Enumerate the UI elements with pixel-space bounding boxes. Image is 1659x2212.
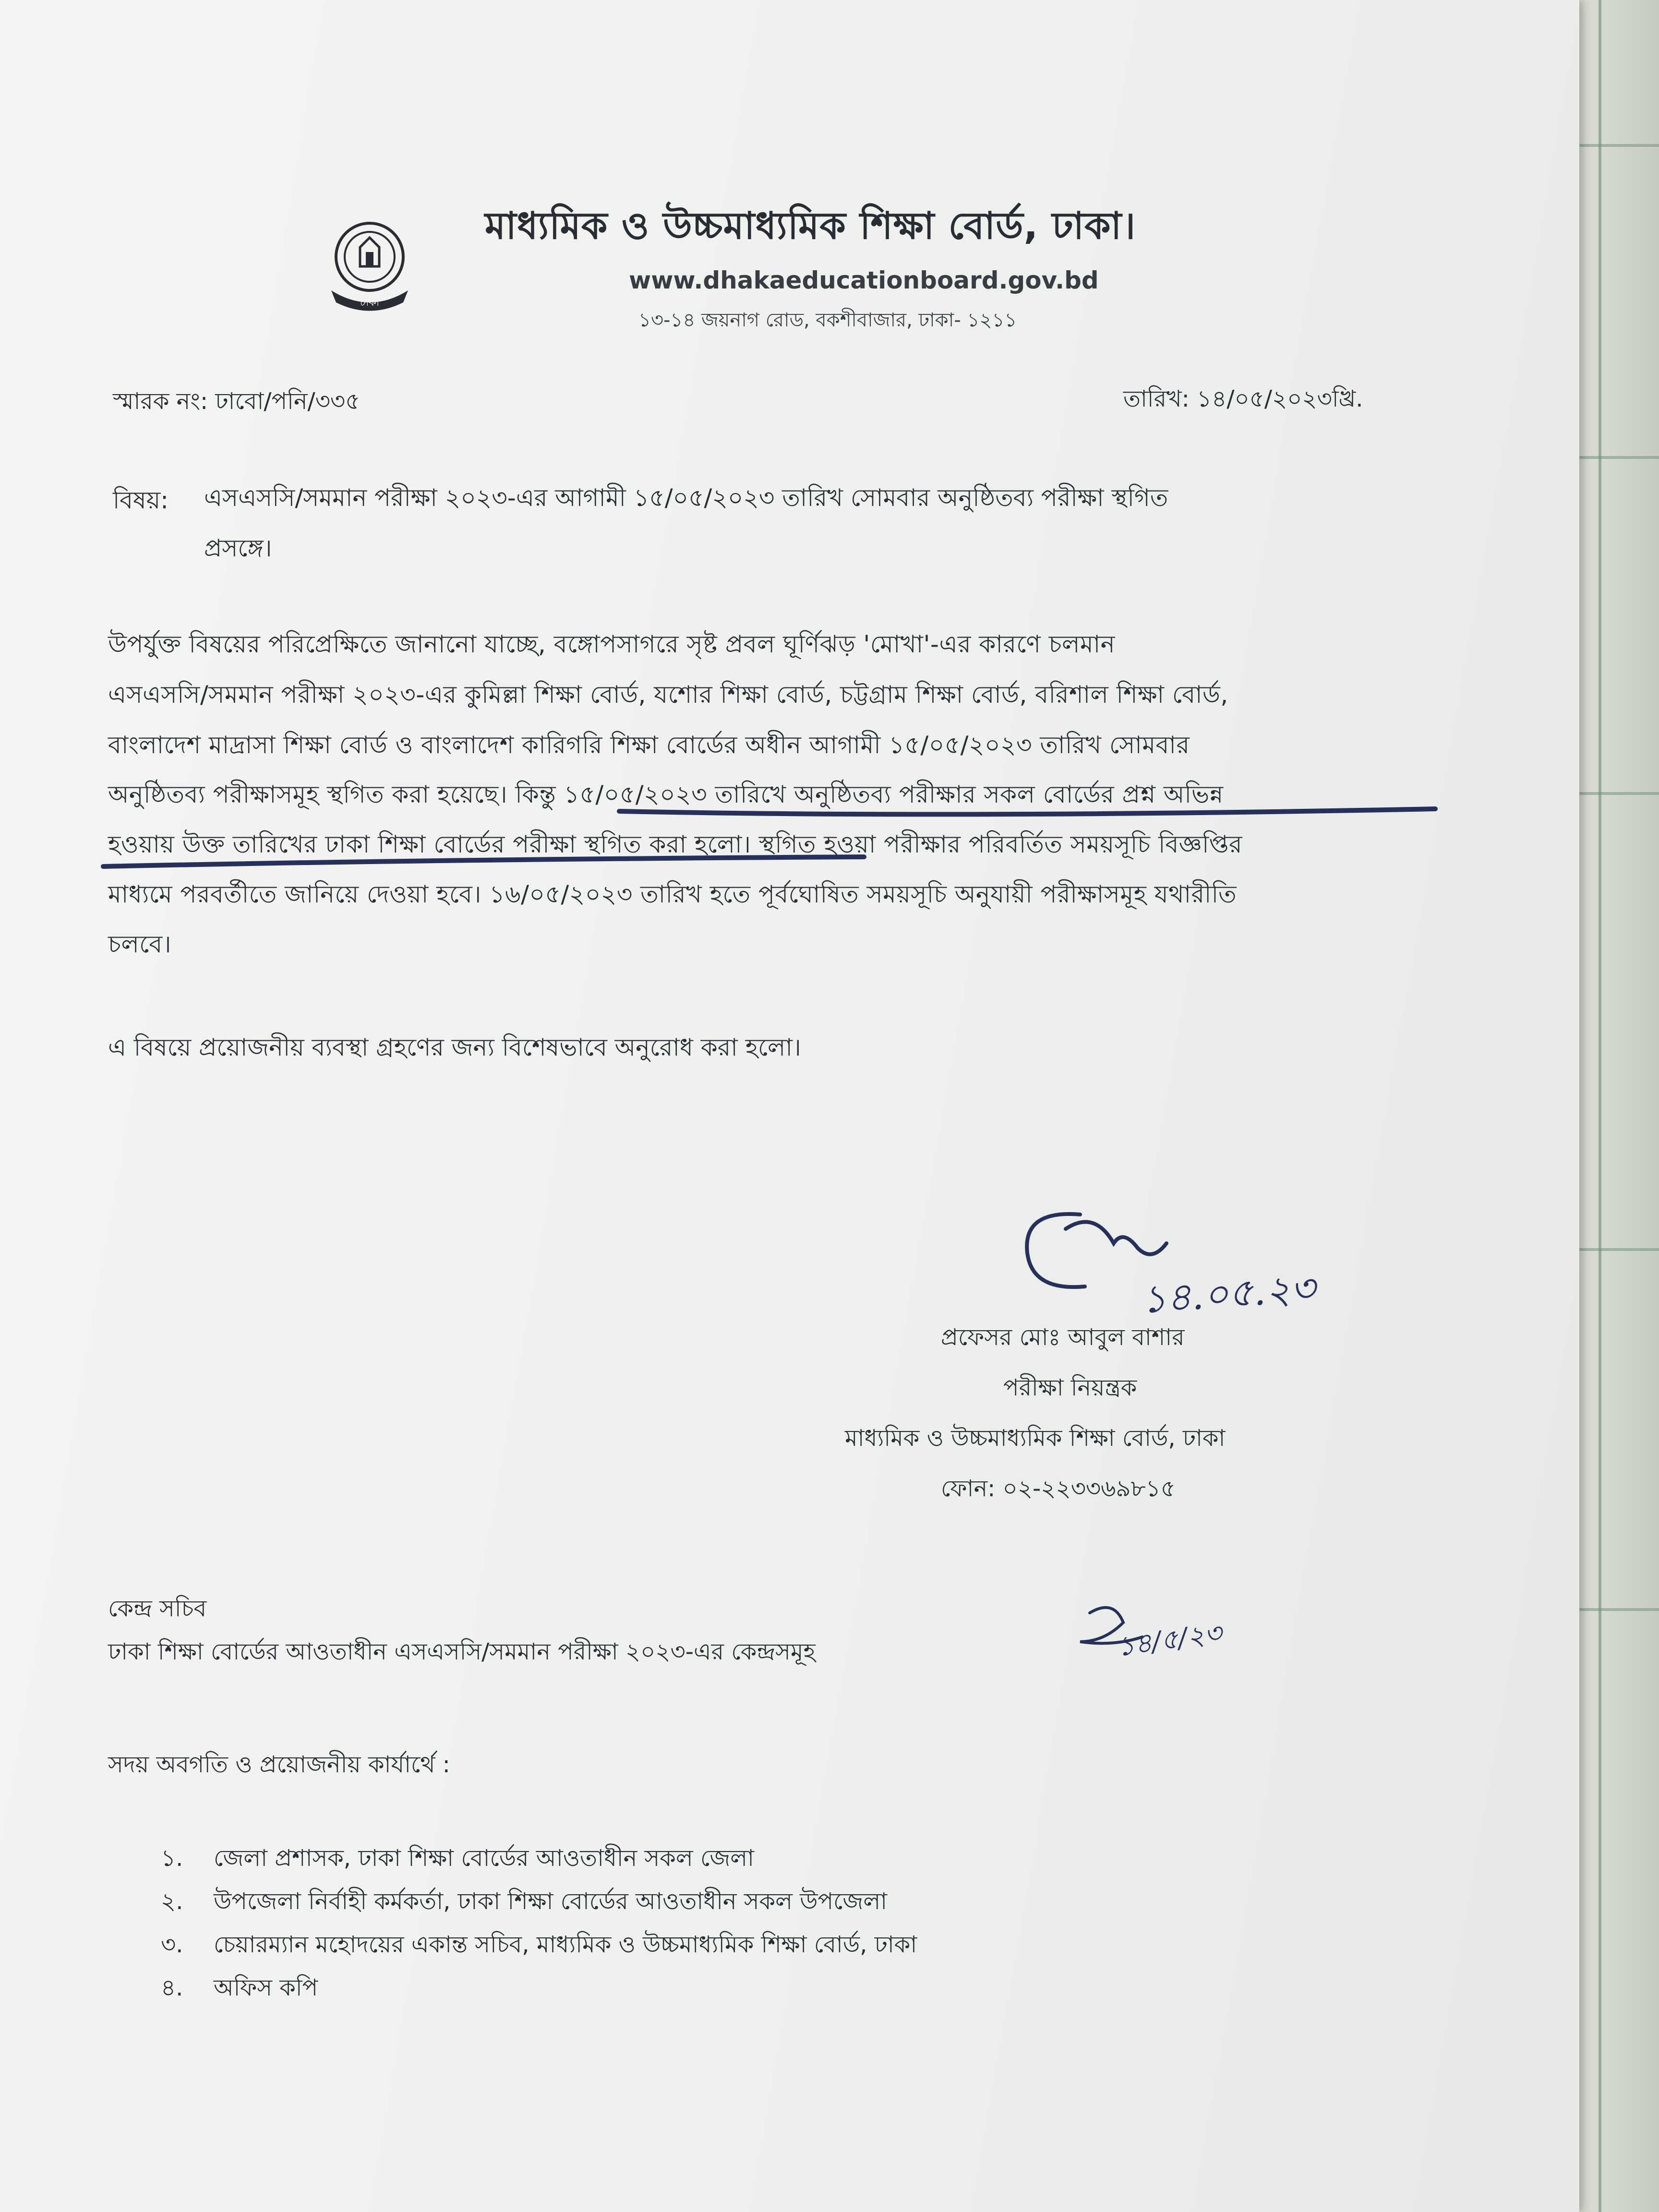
body-line-3: বাংলাদেশ মাদ্রাসা শিক্ষা বোর্ড ও বাংলাদেশ কারিগরি শিক্ষা বোর্ডের অধীন আগামী ১৫/০৫/২০২৩ তারিখ সোমবার <box>108 731 1190 759</box>
handwritten-underline-2 <box>103 857 864 866</box>
board-website: www.dhakaeducationboard.gov.bd <box>629 266 1099 294</box>
signatory-name: প্রফেসর মোঃ আবুল বাশার <box>941 1324 1185 1351</box>
body-line-4: অনুষ্ঠিতব্য পরীক্ষাসমূহ স্থগিত করা হয়েছে। কিন্তু ১৫/০৫/২০২৩ তারিখে অনুষ্ঠিতব্য পরীক্ষার সকল বোর্ডের প্রশ্ন অভিন্ন <box>108 781 1224 808</box>
copy-item <box>161 1884 887 1922</box>
copy-item-text: উপজেলা নির্বাহী কর্মকর্তা, ঢাকা শিক্ষা বোর্ডের আওতাধীন সকল উপজেলা <box>214 1888 888 1915</box>
recipient-title: কেন্দ্র সচিব <box>108 1595 207 1622</box>
copy-item <box>161 1841 754 1879</box>
copy-item-text: অফিস কপি <box>214 1974 318 2001</box>
signatory-board: মাধ্যমিক ও উচ্চমাধ্যমিক শিক্ষা বোর্ড, ঢাকা <box>845 1425 1226 1452</box>
memo-date: তারিখ: ১৪/০৫/২০২৩খ্রি. <box>1123 385 1363 412</box>
signatory-phone: ফোন: ০২-২২৩৩৬৯৮১৫ <box>941 1475 1176 1502</box>
recipient-line: ঢাকা শিক্ষা বোর্ডের আওতাধীন এসএসসি/সমমান পরীক্ষা ২০২৩-এর কেন্দ্রসমূহ <box>108 1638 816 1665</box>
subject-line-2: প্রসঙ্গে। <box>204 534 272 562</box>
copy-item-number: ১. <box>161 1845 183 1872</box>
initial-date: ১৪/৫/২৩ <box>1115 1617 1224 1663</box>
request-line: এ বিষয়ে প্রয়োজনীয় ব্যবস্থা গ্রহণের জন্য বিশেষভাবে অনুরোধ করা হলো। <box>108 1034 801 1061</box>
copy-item-text: জেলা প্রশাসক, ঢাকা শিক্ষা বোর্ডের আওতাধীন সকল জেলা <box>214 1845 754 1872</box>
memo-number: স্মারক নং: ঢাবো/পনি/৩৩৫ <box>113 388 361 415</box>
copy-item <box>161 1971 318 2008</box>
body-line-2: এসএসসি/সমমান পরীক্ষা ২০২৩-এর কুমিল্লা শিক্ষা বোর্ড, যশোর শিক্ষা বোর্ড, চট্টগ্রাম শিক্ষা বোর্ড, বরিশাল শিক্ষা বোর্ড, <box>108 681 1228 709</box>
subject-line-1: এসএসসি/সমমান পরীক্ষা ২০২৩-এর আগামী ১৫/০৫/২০২৩ তারিখ সোমবার অনুষ্ঠিতব্য পরীক্ষা স্থগিত <box>204 484 1168 512</box>
background-ruling <box>1599 0 1601 2212</box>
copy-item <box>161 1927 917 1965</box>
board-title: মাধ্যমিক ও উচ্চমাধ্যমিক শিক্ষা বোর্ড, ঢাকা। <box>485 204 1136 248</box>
signature-mark <box>1027 1214 1166 1287</box>
copy-item-number: ২. <box>161 1888 183 1915</box>
body-line-6: মাধ্যমে পরবর্তীতে জানিয়ে দেওয়া হবে। ১৬/০৫/২০২৩ তারিখ হতে পূর্বঘোষিত সময়সূচি অনুযায়ী পরীক্ষাসমূহ যথারীতি <box>108 880 1237 908</box>
signatory-designation: পরীক্ষা নিয়ন্ত্রক <box>1003 1374 1137 1401</box>
copies-title: সদয় অবগতি ও প্রয়োজনীয় কার্যার্থে : <box>108 1751 450 1778</box>
copy-item-text: চেয়ারম্যান মহোদয়ের একান্ত সচিব, মাধ্যমিক ও উচ্চমাধ্যমিক শিক্ষা বোর্ড, ঢাকা <box>214 1931 917 1958</box>
board-address: ১৩-১৪ জয়নাগ রোড, বকশীবাজার, ঢাকা- ১২১১ <box>638 309 1017 331</box>
copy-item-number: ৩. <box>161 1931 183 1958</box>
copy-item-number: ৪. <box>161 1974 183 2001</box>
body-line-5: হওয়ায় উক্ত তারিখের ঢাকা শিক্ষা বোর্ডের পরীক্ষা স্থগিত করা হলো। স্থগিত হওয়া পরীক্ষার পরিবর্তিত সময়সূচি বিজ্ঞপ্তির <box>108 830 1243 858</box>
handwritten-underline-1 <box>619 809 1435 814</box>
seal-text: ঢাকা <box>360 297 380 309</box>
body-line-7: চলবে। <box>108 930 172 958</box>
subject-label: বিষয়: <box>113 486 169 514</box>
body-line-1: উপর্যুক্ত বিষয়ের পরিপ্রেক্ষিতে জানানো যাচ্ছে, বঙ্গোপসাগরে সৃষ্ট প্রবল ঘূর্ণিঝড় 'মোখা'-এর কারণে চলমান <box>108 630 1115 658</box>
signature-date: ১৪.০৫.২৩ <box>1140 1265 1317 1322</box>
